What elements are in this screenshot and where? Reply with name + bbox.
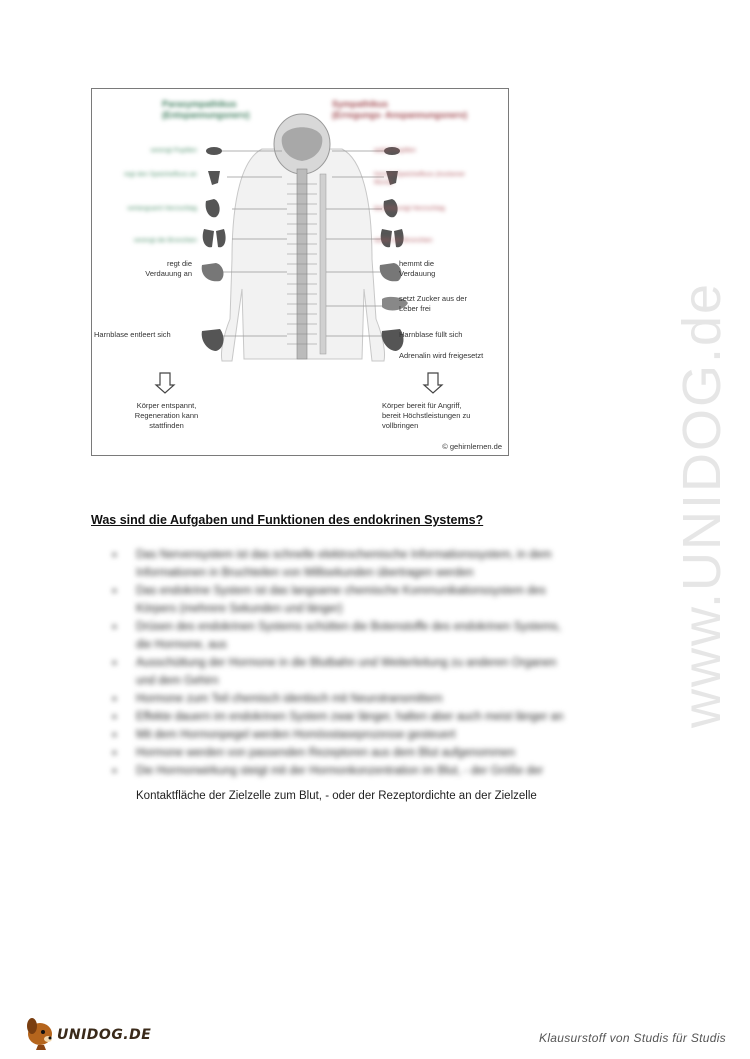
label-digestion-right: hemmt die Verdauung: [399, 259, 436, 278]
list-item: ● Ausschüttung der Hormone in die Blutbahn und Weiterleitung zu anderen Organen: [112, 654, 672, 672]
last-line-text: Kontaktfläche der Zielzelle zum Blut, - oder der Rezeptordichte an der Zielzelle: [136, 790, 537, 802]
label-left-4: verengt die Bronchien: [133, 237, 197, 244]
label-right-1: weitet Pupillen: [374, 147, 416, 154]
label-digestion-left: regt die Verdauung an: [145, 259, 192, 278]
footer-slogan: Klausurstoff von Studis für Studis: [539, 1031, 726, 1045]
list-item: ● Hormone zum Teil chemisch identisch mit Neurotransmittern: [112, 690, 672, 708]
list-item: ● Hormone werden von passenden Rezeptoren aus dem Blut aufgenommen: [112, 744, 672, 762]
list-item: ● Das endokrine System ist das langsame chemische Kommunikationssystem des: [112, 582, 672, 600]
blurred-diagram-top: [92, 89, 508, 267]
label-liver: setzt Zucker aus der Leber frei: [399, 294, 467, 313]
label-right-3: beschleunigt Herzschlag: [374, 205, 445, 212]
label-bladder-right: Harnblase füllt sich: [399, 330, 463, 339]
label-bladder-left: Harnblase entleert sich: [94, 330, 171, 339]
logo-text: UNIDOG.DE: [57, 1027, 152, 1043]
list-item: ● Die Hormonwirkung steigt mit der Hormonkonzentration im Blut, - der Größe der: [112, 762, 672, 780]
label-left-2: regt den Speichelfluss an: [124, 171, 197, 178]
list-item-cont: Informationen in Bruchteilen von Millisekunden übertragen werden: [136, 567, 474, 579]
question-heading: Was sind die Aufgaben und Funktionen des endokrinen Systems?: [91, 513, 484, 527]
label-right-2: hemmt Speichelfluss (trockener Mund): [374, 171, 466, 186]
list-item-cont: Körpers (mehrere Sekunden und länger): [136, 603, 343, 615]
label-left-1: verengt Pupillen: [150, 147, 197, 154]
label-left-3: verlangsamt Herzschlag: [127, 205, 197, 212]
bullet-list: [112, 546, 672, 780]
watermark: www.UNIDOG.de: [672, 281, 732, 729]
copyright: © gehirnlernen.de: [442, 442, 502, 451]
header-sympathetic: Sympathikus (Erregungs- Anspannungsnerv): [332, 99, 468, 120]
list-item-cont: die Hormone, aus: [136, 639, 227, 651]
list-item: ● Mit dem Hormonpegel werden Homöostaseprozesse gesteuert: [112, 726, 672, 744]
label-adrenaline: Adrenalin wird freigesetzt: [399, 351, 484, 360]
list-item: ● Drüsen des endokrinen Systems schütten die Botenstoffe des endokrinen Systems,: [112, 618, 672, 636]
list-item: ● Das Nervensystem ist das schnelle elektrochemische Informationssystem, in dem: [112, 546, 672, 564]
list-item-cont: und dem Gehirn: [136, 675, 219, 687]
list-item: ● Effekte dauern im endokrinen System zwar länger, halten aber auch meist länger an: [112, 708, 672, 726]
header-parasympathetic: Parasympathikus (Entspannungsnerv): [162, 99, 250, 120]
label-right-4: weitet die Bronchien: [374, 237, 433, 244]
result-right: Körper bereit für Angriff, bereit Höchstleistungen zu vollbringen: [382, 401, 471, 430]
result-left: Körper entspannt, Regeneration kann stattfinden: [134, 401, 199, 430]
nervous-system-diagram: [91, 88, 509, 456]
